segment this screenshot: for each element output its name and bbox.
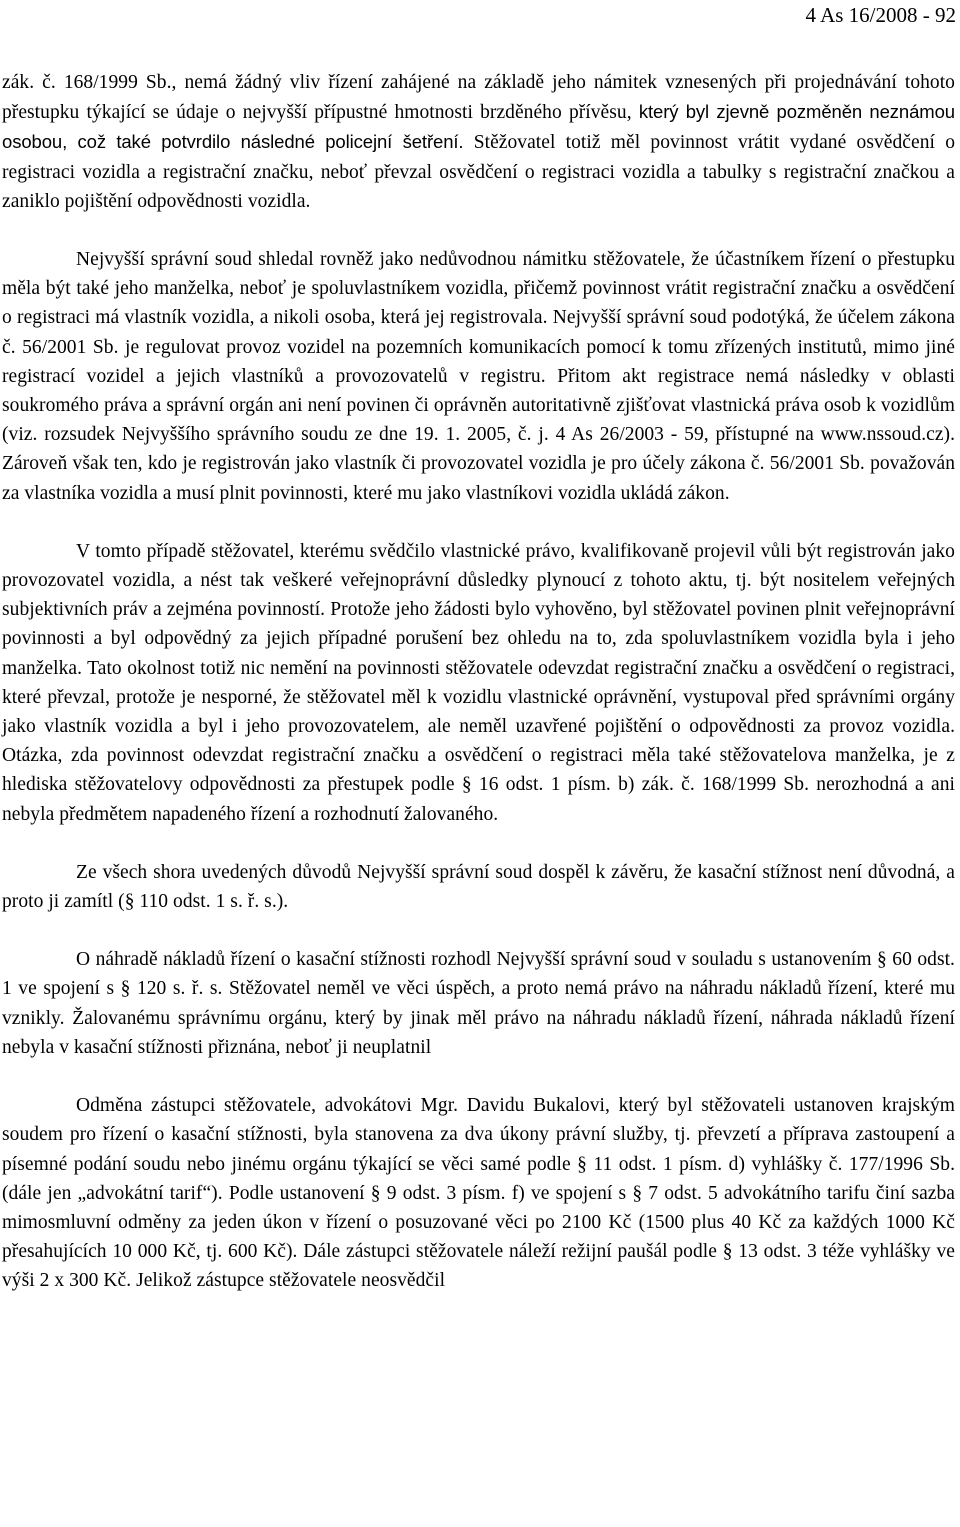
paragraph-5: O náhradě nákladů řízení o kasační stížnosti rozhodl Nejvyšší správní soud v souladu s ustanovením § 60 odst. 1 ve spojení s § 120 s. ř. s. Stěžovatel neměl ve věci úspěch, a proto nemá právo na náhradu nákladů řízení, které mu vznikly. Žalovanému správnímu orgánu, který by jinak měl právo na náhradu nákladů řízení, náhrada nákladů řízení nebyla v kasační stížnosti přiznána, neboť ji neuplatnil (2, 949, 955, 1058)
paragraph-1-part-a: zák. č. 168/1999 Sb., nemá žádný vliv řízení zahájené na základě jeho námitek vznesených při projednávání tohoto přestupku týkající se údaje o nejvyšší přípustné hmotnosti brzděného přívěsu, (2, 72, 955, 124)
paragraph-1 (2, 68, 955, 216)
paragraph-1-sans-part: který byl zjevně pozměněn neznámou osobou, což také potvrdilo následné policejní šetření. (2, 101, 955, 153)
document-body (2, 68, 955, 1296)
paragraph-4: Ze všech shora uvedených důvodů Nejvyšší správní soud dospěl k závěru, že kasační stížnost není důvodná, a proto ji zamítl (§ 110 odst. 1 s. ř. s.). (2, 861, 955, 913)
paragraph-6: Odměna zástupci stěžovatele, advokátovi Mgr. Davidu Bukalovi, který byl stěžovateli ustanoven krajským soudem pro řízení o kasační stížnosti, byla stanovena za dva úkony právní služby, tj. převzetí a příprava zastoupení a písemné podání soudu nebo jinému orgánu týkající se věci samé podle § 11 odst. 1 písm. d) vyhlášky č. 177/1996 Sb. (dále jen „advokátní tarif“). Podle ustanovení § 9 odst. 3 písm. f) ve spojení s § 7 odst. 5 advokátního tarifu činí sazba mimosmluvní odměny za jeden úkon v řízení o posuzované věci po 2100 Kč (1500 plus 40 Kč za každých 1000 Kč přesahujících 10 000 Kč, tj. 600 Kč). Dále zástupci stěžovatele náleží režijní paušál podle § 13 odst. 3 téže vyhlášky ve výši 2 x 300 Kč. Jelikož zástupce stěžovatele neosvědčil (2, 1095, 955, 1292)
paragraph-1-part-b: Stěžovatel totiž měl povinnost vrátit vydané osvědčení o registraci vozidla a registrační značku, neboť převzal osvědčení o registraci vozidla a tabulky s registrační značkou a zaniklo pojištění odpovědnosti vozidla. (2, 132, 955, 212)
paragraph-2: Nejvyšší správní soud shledal rovněž jako nedůvodnou námitku stěžovatele, že účastníkem řízení o přestupku měla být také jeho manželka, neboť je spoluvlastníkem vozidla, přičemž povinnost vrátit registrační značku a osvědčení o registraci má vlastník vozidla, a nikoli osoba, která jej registrovala. Nejvyšší správní soud podotýká, že účelem zákona č. 56/2001 Sb. je regulovat provoz vozidel na pozemních komunikacích pomocí k tomu zřízených institutů, mimo jiné registrací vozidel a jejich vlastníků a provozovatelů v registru. Přitom akt registrace nemá následky v oblasti soukromého práva a správní orgán ani není povinen či oprávněn autoritativně zjišťovat vlastnická práva osob k vozidlům (viz. rozsudek Nejvyššího správního soudu ze dne 19. 1. 2005, č. j. 4 As 26/2003 - 59, přístupné na www.nssoud.cz). Zároveň však ten, kdo je registrován jako vlastník či provozovatel vozidla je pro účely zákona č. 56/2001 Sb. považován za vlastníka vozidla a musí plnit povinnosti, které mu jako vlastníkovi vozidla ukládá zákon. (2, 249, 955, 504)
paragraph-3: V tomto případě stěžovatel, kterému svědčilo vlastnické právo, kvalifikovaně projevil vůli být registrován jako provozovatel vozidla, a nést tak veškeré veřejnoprávní důsledky plynoucí z tohoto aktu, tj. být nositelem veřejných subjektivních práv a zejména povinností. Protože jeho žádosti bylo vyhověno, byl stěžovatel povinen plnit veřejnoprávní povinnosti a byl odpovědný za jejich případné porušení bez ohledu na to, zda spoluvlastníkem vozidla byla i jeho manželka. Tato okolnost totiž nic nemění na povinnosti stěžovatele odevzdat registrační značku a osvědčení o registraci, které převzal, protože je nesporné, že stěžovatel měl k vozidlu vlastnické oprávnění, vystupoval před správními orgány jako vlastník vozidla a byl i jeho provozovatelem, ale neměl uzavřené pojištění o odpovědnosti za provoz vozidla. Otázka, zda povinnost odevzdat registrační značku a osvědčení o registraci měla také stěžovatelova manželka, je z hlediska stěžovatelovy odpovědnosti za přestupek podle § 16 odst. 1 písm. b) zák. č. 168/1999 Sb. nerozhodná a ani nebyla předmětem napadeného řízení a rozhodnutí žalovaného. (2, 540, 955, 825)
case-reference: 4 As 16/2008 - 92 (805, 3, 956, 27)
